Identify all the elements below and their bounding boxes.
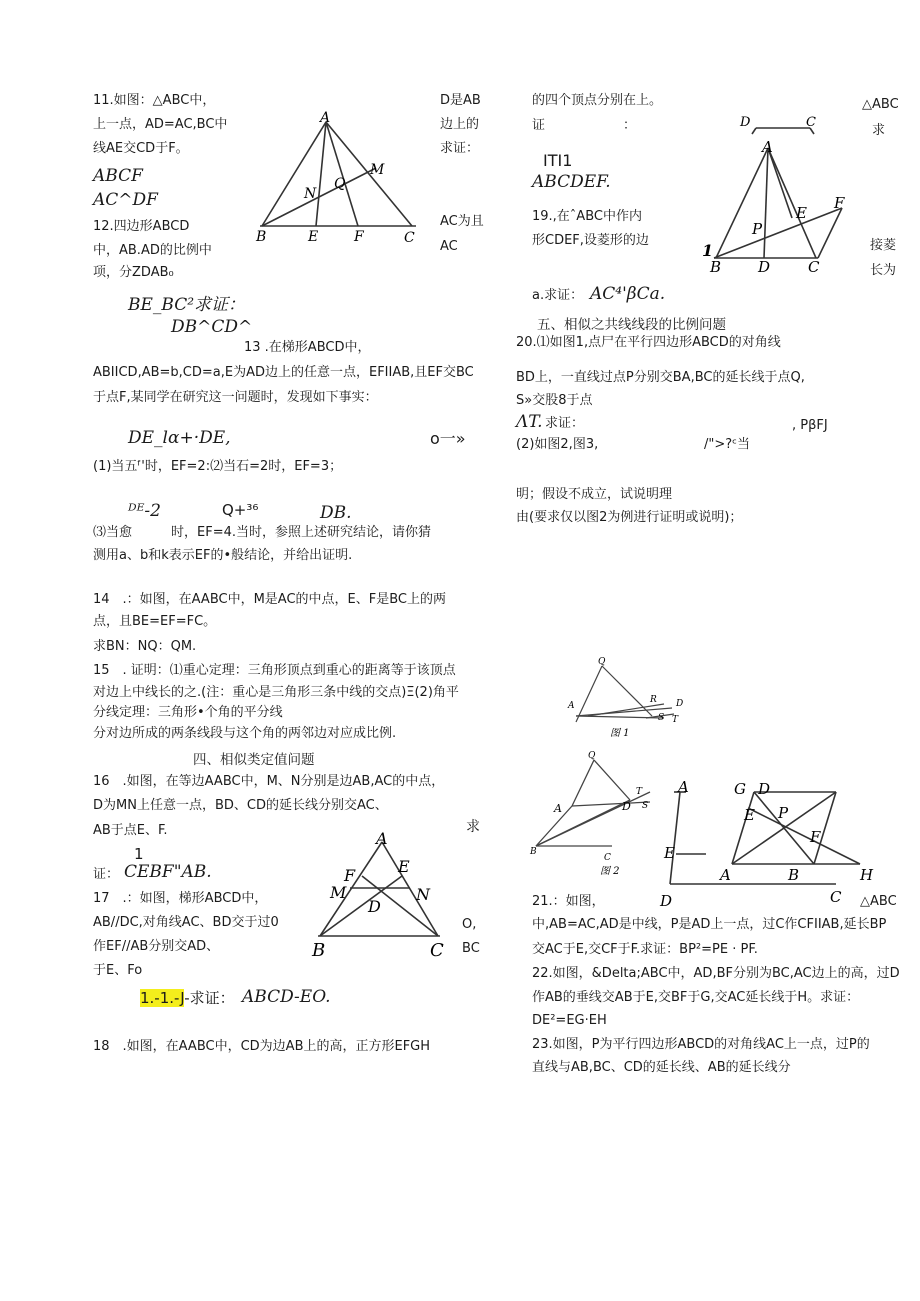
problem-19-right-2: 长为 xyxy=(870,263,897,278)
problem-13-line-4: (1)当五ᶠ'时，EF=2:⑵当石=2时，EF=3； xyxy=(93,459,343,474)
problem-17-line-4: 于E、Fo xyxy=(93,963,143,978)
small-figure-1 xyxy=(560,656,690,740)
section-5-heading: 五、相似之共线线段的比例问题 xyxy=(537,317,726,333)
proof-label: -求证： xyxy=(184,989,235,1007)
problem-18-right-1: △ABC xyxy=(862,97,899,112)
problem-21-line-3: 交AC于E,交CF于F.求证：BP²=PE · PF. xyxy=(532,942,758,957)
fig3-label-D1: D xyxy=(660,892,673,910)
problem-11-right-2: 边上的 xyxy=(440,117,480,132)
fig16-label-B: B xyxy=(312,940,326,961)
small-figure-2 xyxy=(530,750,660,878)
fig3-label-A2: A xyxy=(720,866,731,884)
problem-17-line-1: 17 .：如图，梯形ABCD中， xyxy=(93,891,268,906)
problem-19-line-2: 形CDEF,设菱形的边 xyxy=(532,233,649,248)
fig2-caption: 图 2 xyxy=(600,866,620,877)
problem-13-formula-3: Q+³⁶ xyxy=(222,501,259,519)
problem-14-line-2: 点，且BE=EF=FC。 xyxy=(93,614,217,629)
problem-20-line-2: BD上，一直线过点P分别交BA,BC的延长线于点Q, xyxy=(516,370,805,385)
fig19-label-E: E xyxy=(796,204,807,222)
problem-20-line-3: S»交股8于点 xyxy=(516,393,593,408)
fig3-label-A1: A xyxy=(678,778,689,796)
fig2-label-C: C xyxy=(604,853,611,863)
problem-16-line-3: AB于点E、F. xyxy=(93,823,168,838)
problem-13-line-5: ⑶当愈 时，EF=4.当时，参照上述研究结论，请你猜 xyxy=(93,525,431,540)
fig19-label-B: B xyxy=(710,258,722,276)
problem-18-right-2: 求 xyxy=(872,123,886,138)
problem-20-line-4-right: , PβFJ xyxy=(792,418,828,433)
fig19-label-D2: D xyxy=(758,258,771,276)
problem-18-line-1: 18 .如图，在AABC中，CD为边AB上的高，正方形EFGH xyxy=(93,1039,431,1054)
section-4-heading: 四、相似类定值问题 xyxy=(193,752,315,768)
problem-17-right-1: O, xyxy=(462,917,477,932)
problem-23-line-2: 直线与AB,BC、CD的延长线、AB的延长线分 xyxy=(532,1060,791,1075)
fig16-label-C: C xyxy=(430,940,444,961)
fig2-label-T: T xyxy=(636,787,643,797)
fig19-label-1: 1 xyxy=(702,241,714,260)
problem-17-right-2: BC xyxy=(462,941,480,956)
fig19-label-D: D xyxy=(740,115,751,130)
fig19-label-A: A xyxy=(762,138,773,156)
fig2-label-D: D xyxy=(622,800,631,813)
problem-17-line-2: AB//DC,对角线AC、BD交于过0 xyxy=(93,915,279,930)
fig3-label-B: B xyxy=(788,866,800,884)
triangle-figure-19 xyxy=(700,108,860,278)
fig19-label-C2: C xyxy=(808,258,820,276)
problem-18-formula-2: ABCDEF. xyxy=(532,172,611,192)
fig1-caption: 图 1 xyxy=(610,728,630,739)
problem-16-right: 求 xyxy=(466,819,480,835)
problem-19-line-3: a.求证： xyxy=(532,288,584,303)
problem-12-formula-1: BE_BC²求证： xyxy=(128,295,246,315)
fig16-label-A: A xyxy=(376,829,388,848)
problem-12-formula-2: DB^CD^ xyxy=(171,317,253,337)
fig11-label-C: C xyxy=(404,230,415,246)
fig11-label-Q: Q xyxy=(334,176,346,192)
problem-11-formula-1: ABCF xyxy=(93,166,143,186)
problem-11-line-2: 上一点，AD=AC,BC中 xyxy=(93,117,228,132)
fig16-label-M: M xyxy=(330,883,347,902)
fig19-label-C: C xyxy=(806,115,816,130)
problem-19-right-1: 接菱 xyxy=(870,238,897,253)
problem-12-right-2: AC xyxy=(440,239,458,254)
fig3-label-D2: D xyxy=(758,780,771,798)
problem-17-formula: ABCD-EO. xyxy=(242,987,331,1007)
fig1-label-A: A xyxy=(568,701,575,711)
problem-20-line-7: 由(要求仅以图2为例进行证明或说明)； xyxy=(516,510,743,525)
problem-17-formula-line xyxy=(140,989,235,1007)
highlighted-fraction: 1.-1.-J xyxy=(140,989,185,1007)
problem-16-formula: CEBF"AB. xyxy=(124,862,212,882)
problem-13-line-3: 于点F,某同学在研究这一问题时，发现如下事实： xyxy=(93,390,378,405)
fig1-label-D: D xyxy=(676,699,684,709)
problem-15-line-4: 分对边所成的两条线段与这个角的两邻边对应成比例. xyxy=(93,726,397,741)
fig3-label-G: G xyxy=(734,780,746,798)
problem-14-line-1: 14 .：如图，在AABC中，M是AC的中点，E、F是BC上的两 xyxy=(93,592,447,607)
problem-20-line-5-right: /">?ᶜ当 xyxy=(704,437,750,452)
fig3-label-C: C xyxy=(830,888,842,906)
fig3-label-E1: E xyxy=(664,844,675,862)
fig2-label-Q: Q xyxy=(588,751,596,761)
problem-16-formula-top: 1 xyxy=(134,845,144,863)
problem-12-line-3: 项，分ZDAB₀ xyxy=(93,265,174,280)
fig3-label-H: H xyxy=(860,866,874,884)
fig11-label-N: N xyxy=(304,186,317,202)
fig11-label-B: B xyxy=(256,229,267,245)
fig19-label-F: F xyxy=(834,194,845,212)
fig16-label-F: F xyxy=(344,866,356,885)
problem-23-line-1: 23.如图，P为平行四边形ABCD的对角线AC上一点，过P的 xyxy=(532,1037,870,1052)
problem-15-line-3: 分线定理：三角形•个角的平分线 xyxy=(93,705,283,720)
problem-22-line-1: 22.如图，&Delta;ABC中，AD,BF分别为BC,AC边上的高，过D xyxy=(532,966,900,981)
fig1-label-T: T xyxy=(672,715,679,725)
problem-16-proof-label: 证： xyxy=(93,867,120,882)
fig1-label-R: R xyxy=(650,695,657,705)
problem-19-formula: AC⁴'βCa. xyxy=(590,284,666,304)
fig1-label-Q: Q xyxy=(598,657,606,667)
problem-13-formula-2: ᴰᴱ-2 xyxy=(128,501,161,521)
problem-11-line-3: 线AE交CD于F。 xyxy=(93,141,189,156)
fig16-label-D: D xyxy=(368,897,381,916)
triangle-figure-11 xyxy=(250,108,430,248)
problem-14-line-3: 求BN：NQ：QM. xyxy=(93,639,197,654)
problem-22-line-2: 作AB的垂线交AB于E,交BF于G,交AC延长线于H。求证： xyxy=(532,990,860,1005)
problem-21-line-2: 中,AB=AC,AD是中线，P是AD上一点，过C作CFIIAB,延长BP xyxy=(532,917,887,932)
problem-21-line-1: 21.：如图， xyxy=(532,894,605,909)
problem-22-line-3: DE²=EG·EH xyxy=(532,1013,607,1028)
problem-12-line-1: 12.四边形ABCD xyxy=(93,219,190,234)
problem-13-formula-right: o一» xyxy=(430,429,466,448)
fig3-label-E2: E xyxy=(744,806,755,824)
problem-11-right-1: D是AB xyxy=(440,93,481,108)
fig19-label-P: P xyxy=(752,220,763,238)
fig2-label-B: B xyxy=(530,847,537,857)
problem-11-formula-2: AC^DF xyxy=(93,190,158,210)
problem-13-line-2: ABIICD,AB=b,CD=a,E为AD边上的任意一点，EFIIAB,且EF交BC xyxy=(93,365,474,380)
problem-20-line-5: (2)如图2,图3, xyxy=(516,437,599,452)
problem-21-right: △ABC xyxy=(860,894,897,909)
fig16-label-N: N xyxy=(416,885,430,904)
fig11-label-M: M xyxy=(370,162,385,178)
problem-16-line-1: 16 .如图，在等边AABC中，M、N分别是边AB,AC的中点， xyxy=(93,774,445,789)
problem-18-cont-line-2: 证 ： xyxy=(532,118,637,133)
problem-13-formula-4: DB. xyxy=(320,503,352,523)
problem-15-line-2: 对边上中线长的之.(注：重心是三角形三条中线的交点)Ξ(2)角平 xyxy=(93,685,459,700)
problem-13-line-1: 13 .在梯形ABCD中， xyxy=(244,340,371,355)
fig16-label-E: E xyxy=(398,857,410,876)
problem-11-right-3: 求证： xyxy=(440,141,480,156)
fig3-label-F: F xyxy=(810,828,821,846)
problem-15-line-1: 15 . 证明：⑴重心定理：三角形顶点到重心的距离等于该顶点 xyxy=(93,663,456,678)
problem-12-line-2: 中，AB.AD的比例中 xyxy=(93,243,212,258)
problem-20-formula: ΛT. xyxy=(516,412,543,432)
problem-16-line-2: D为MN上任意一点，BD、CD的延长线分别交AC、 xyxy=(93,798,388,813)
problem-17-line-3: 作EF//AB分别交AD、 xyxy=(93,939,220,954)
problem-12-right-1: AC为且 xyxy=(440,214,484,229)
fig11-label-F: F xyxy=(354,229,364,245)
problem-11-line-1: 11.如图：△ABC中， xyxy=(93,93,216,108)
fig2-label-A: A xyxy=(554,802,562,815)
problem-20-line-1: 20.⑴如图1,点尸在平行四边形ABCD的对角线 xyxy=(516,335,781,350)
problem-20-line-4: 求证： xyxy=(545,416,585,431)
fig3-label-P: P xyxy=(778,804,789,822)
fig2-label-S: S xyxy=(642,801,649,811)
problem-18-formula-1: ITI1 xyxy=(543,151,573,170)
problem-20-line-6: 明；假设不成立，试说明理 xyxy=(516,487,673,502)
problem-18-cont-line-1: 的四个顶点分别在上。 xyxy=(532,93,663,108)
fig1-label-S: S xyxy=(658,713,665,723)
triangle-figure-16 xyxy=(306,828,456,960)
problem-13-line-6: 测用a、b和k表示EF的•般结论，并给出证明. xyxy=(93,548,353,563)
fig11-label-A: A xyxy=(320,110,331,126)
problem-13-formula-1: DE_lα+·DE, xyxy=(128,428,231,448)
problem-19-line-1: 19.,在ˆABC中作内 xyxy=(532,209,642,224)
fig11-label-E: E xyxy=(308,229,319,245)
